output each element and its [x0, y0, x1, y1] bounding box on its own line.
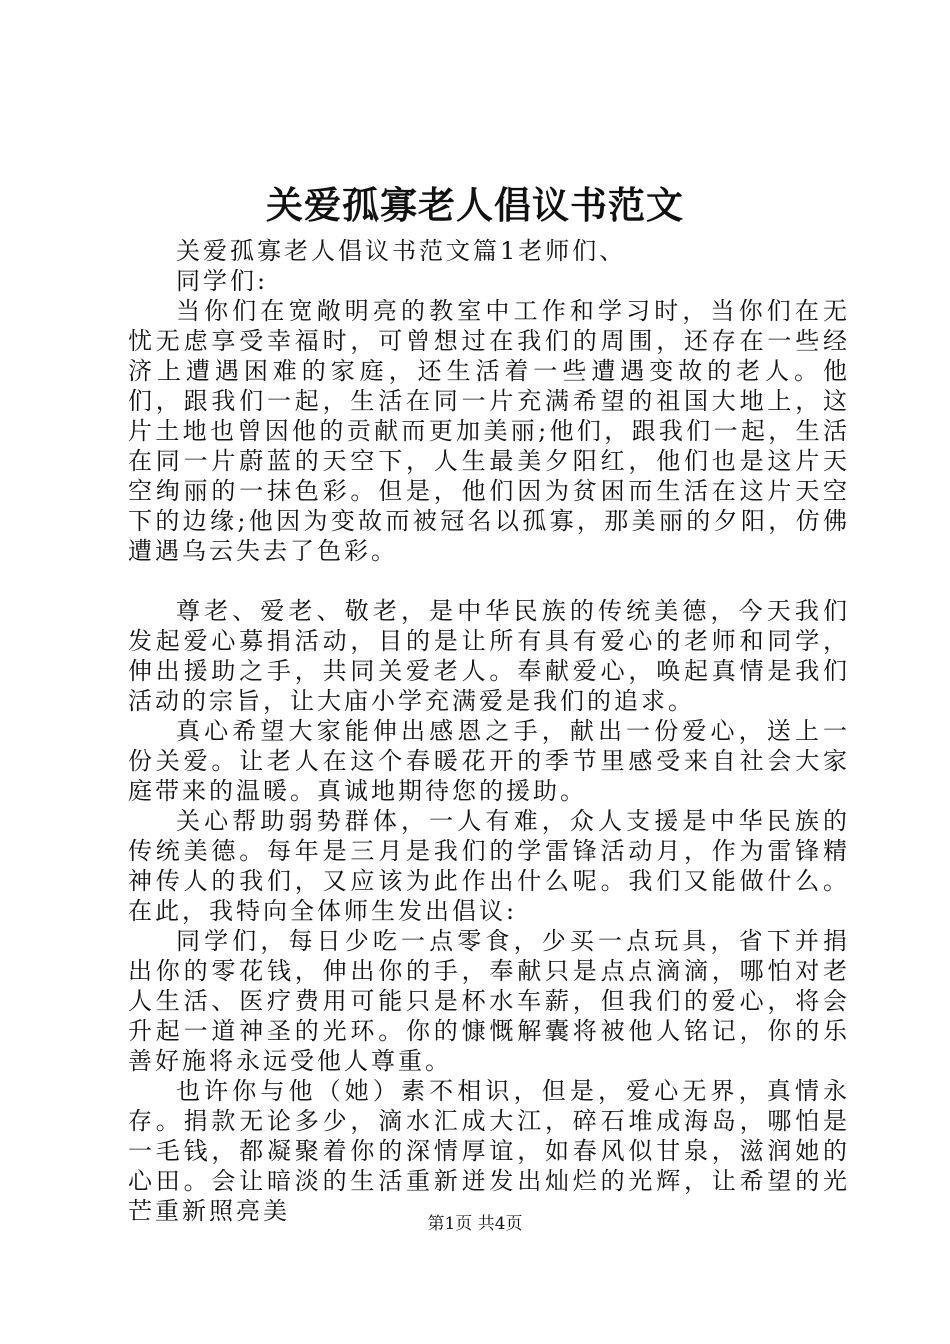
paragraph-situation: 当你们在宽敞明亮的教室中工作和学习时，当你们在无忧无虑享受幸福时，可曾想过在我们的周围，还存在一些经济上遭遇困难的家庭，还生活着一些遭遇变故的老人。他们，跟我们一起，生活在同一片充满希望的祖国大地上，这片土地也曾因他的贡献而更加美丽;他们，跟我们一起，生活在同一片蔚蓝的天空下，人生最美夕阳红，他们也是这片天空绚丽的一抹色彩。但是，他们因为贫困而生活在这片天空下的边缘;他因为变故而被冠名以孤寡，那美丽的夕阳，仿佛遭遇乌云失去了色彩。	[128, 297, 850, 565]
paragraph-students: 同学们，每日少吃一点零食，少买一点玩具，省下并捐出你的零花钱，伸出你的手，奉献只是点点滴滴，哪怕对老人生活、医疗费用可能只是杯水车薪，但我们的爱心，将会升起一道神圣的光环。你的慷慨解囊将被他人铭记，你的乐善好施将永远受他人尊重。	[128, 927, 850, 1075]
paragraph-purpose: 尊老、爱老、敬老，是中华民族的传统美德，今天我们发起爱心募捐活动，目的是让所有具有爱心的老师和同学，伸出援助之手，共同关爱老人。奉献爱心，唤起真情是我们活动的宗旨，让大庙小学充满爱是我们的追求。	[128, 597, 850, 715]
paragraph-hope: 真心希望大家能伸出感恩之手，献出一份爱心，送上一份关爱。让老人在这个春暖花开的季节里感受来自社会大家庭带来的温暖。真诚地期待您的援助。	[128, 717, 850, 805]
document-title: 关爱孤寡老人倡议书范文	[266, 183, 684, 227]
page-number-footer: 第1页 共4页	[427, 1214, 523, 1234]
paragraph-donation: 也许你与他（她）素不相识，但是，爱心无界，真情永存。捐款无论多少，滴水汇成大江，碎石堆成海岛，哪怕是一毛钱，都凝聚着你的深情厚谊，如春风似甘泉，滋润她的心田。会让暗淡的生活重新迸发出灿烂的光辉，让希望的光芒重新照亮美	[128, 1077, 850, 1225]
paragraph-intro: 关爱孤寡老人倡议书范文篇1老师们、	[176, 237, 627, 265]
paragraph-salutation: 同学们:	[176, 267, 269, 295]
document-body	[128, 236, 850, 1226]
paragraph-initiative: 关心帮助弱势群体，一人有难，众人支援是中华民族的传统美德。每年是三月是我们的学雷锋活动月，作为雷锋精神传人的我们，又应该为此作出什么呢。我们又能做什么。在此，我特向全体师生发出倡议:	[128, 807, 850, 925]
